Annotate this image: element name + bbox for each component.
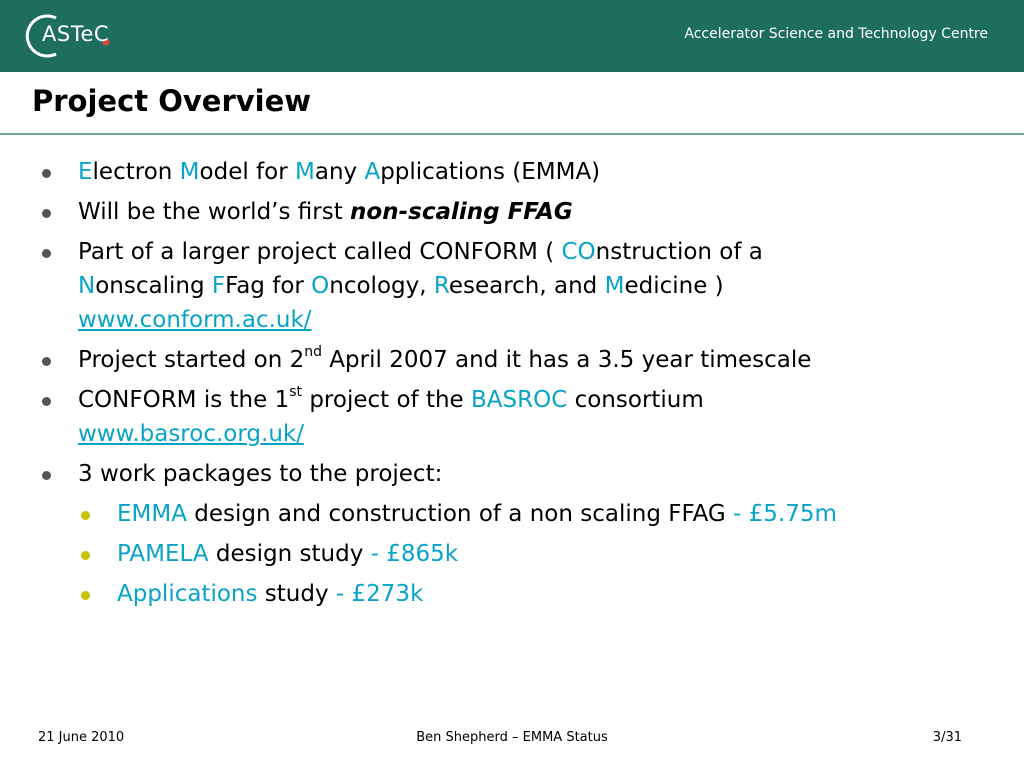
sub-bullet-dot-icon <box>81 591 90 600</box>
bullet-work-packages <box>40 457 1000 491</box>
package-name: EMMA <box>117 501 187 527</box>
logo-text: ASTeC <box>42 22 110 46</box>
bullet-worlds-first <box>40 195 1000 229</box>
hl-letter: O <box>311 273 330 299</box>
conform-link[interactable]: www.conform.ac.uk/ <box>78 307 312 333</box>
text: CONFORM is the 1 <box>78 387 290 413</box>
text: nstruction of a <box>595 239 763 265</box>
hl-letter: N <box>78 273 96 299</box>
text: project of the <box>302 387 472 413</box>
text: 3 work packages to the project: <box>78 461 443 487</box>
text: esearch, and <box>448 273 605 299</box>
text: pplications (EMMA) <box>380 159 601 185</box>
package-name: PAMELA <box>117 541 209 567</box>
hl-letter: F <box>211 273 226 299</box>
slide-title: Project Overview <box>32 84 312 118</box>
text: Part of a larger project called CONFORM ( <box>78 239 562 265</box>
bullet-emma-acronym <box>40 155 1000 189</box>
bullet-project-start <box>40 343 1000 377</box>
hl-letter: M <box>179 159 200 185</box>
bullet-dot-icon <box>42 249 51 258</box>
org-name: Accelerator Science and Technology Centre <box>684 26 988 42</box>
bullet-dot-icon <box>42 397 51 406</box>
text: Project started on 2 <box>78 347 305 373</box>
text: odel for <box>199 159 295 185</box>
hl-letter: CO <box>561 239 596 265</box>
text: any <box>314 159 365 185</box>
text: design study <box>208 541 371 567</box>
hl-letter: R <box>433 273 449 299</box>
sub-bullet-emma <box>40 497 1000 531</box>
basroc-link[interactable]: www.basroc.org.uk/ <box>78 421 304 447</box>
bullet-dot-icon <box>42 471 51 480</box>
emphasis-text: non-scaling FFAG <box>350 199 573 225</box>
text: Fag for <box>225 273 312 299</box>
header-bar <box>0 0 1024 72</box>
text: onscaling <box>95 273 212 299</box>
footer-title: Ben Shepherd – EMMA Status <box>416 730 608 745</box>
text: Will be the world’s first <box>78 199 351 225</box>
text: April 2007 and it has a 3.5 year timescale <box>322 347 812 373</box>
basroc-highlight: BASROC <box>471 387 568 413</box>
text: study <box>257 581 336 607</box>
text: ncology, <box>329 273 434 299</box>
superscript: nd <box>304 344 322 361</box>
sub-bullet-dot-icon <box>81 511 90 520</box>
hl-letter: M <box>295 159 315 185</box>
bullet-dot-icon <box>42 169 51 178</box>
sub-bullet-applications <box>40 577 1000 611</box>
sub-bullet-dot-icon <box>81 551 90 560</box>
text: edicine ) <box>624 273 724 299</box>
slide-content <box>40 155 1000 617</box>
superscript: st <box>289 384 303 401</box>
title-divider <box>0 133 1024 135</box>
package-name: Applications <box>117 581 258 607</box>
text: design and construction of a non scaling FFAG <box>186 501 734 527</box>
package-cost: - £865k <box>370 541 459 567</box>
footer <box>0 728 1024 748</box>
bullet-conform <box>40 235 1000 337</box>
bullet-basroc <box>40 383 1000 451</box>
package-cost: - £5.75m <box>733 501 837 527</box>
footer-date: 21 June 2010 <box>38 730 125 745</box>
package-cost: - £273k <box>335 581 424 607</box>
bullet-dot-icon <box>42 209 51 218</box>
text: lectron <box>92 159 180 185</box>
footer-page-number: 3/31 <box>932 730 962 745</box>
bullet-dot-icon <box>42 357 51 366</box>
hl-letter: M <box>604 273 625 299</box>
hl-letter: A <box>364 159 381 185</box>
sub-bullet-pamela <box>40 537 1000 571</box>
hl-letter: E <box>78 159 93 185</box>
text: consortium <box>567 387 704 413</box>
